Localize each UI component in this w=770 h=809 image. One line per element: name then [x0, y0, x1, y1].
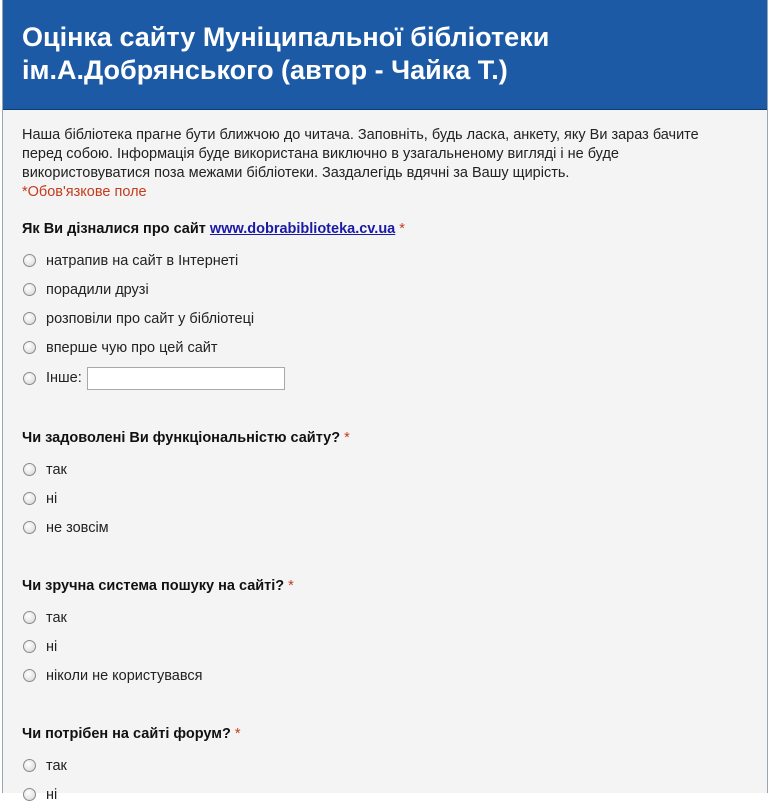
- radio-option[interactable]: [22, 603, 767, 632]
- radio-option[interactable]: [22, 632, 767, 661]
- radio-option[interactable]: [22, 246, 767, 275]
- radio-button[interactable]: [23, 463, 36, 476]
- question-title-text: Як Ви дізналися про сайт: [22, 221, 210, 237]
- required-star: *: [234, 726, 241, 742]
- required-star: *: [344, 430, 350, 446]
- form-description: Наша бібліотека прагне бути ближчою до читача. Заповніть, будь ласка, анкету, яку Ви зараз бачите перед собою. Інформація буде використана виключно в узагальненому вигляді і не буде використовуватися поза межами бібліотеки. Заздалегідь вдячні за Вашу щирість.: [22, 127, 699, 181]
- radio-button[interactable]: [23, 254, 36, 267]
- radio-option-other[interactable]: [22, 362, 767, 394]
- question-title-text: Чи зручна система пошуку на сайті?: [22, 578, 285, 594]
- question-title: [22, 428, 767, 448]
- question-title: [22, 576, 767, 596]
- radio-label[interactable]: так: [46, 461, 67, 478]
- radio-button[interactable]: [23, 759, 36, 772]
- radio-button[interactable]: [23, 312, 36, 325]
- question-title-text: Чи задоволені Ви функціональністю сайту?: [22, 430, 341, 446]
- required-star: *: [288, 578, 294, 594]
- radio-option[interactable]: [22, 484, 767, 513]
- radio-label[interactable]: натрапив на сайт в Інтернеті: [46, 252, 239, 269]
- radio-button[interactable]: [23, 611, 36, 624]
- radio-option[interactable]: [22, 304, 767, 333]
- radio-option[interactable]: [22, 513, 767, 542]
- required-field-note: *Обов'язкове поле: [22, 184, 147, 200]
- radio-option[interactable]: [22, 751, 767, 780]
- question-functionality: [22, 428, 767, 542]
- radio-label[interactable]: так: [46, 609, 67, 626]
- radio-option[interactable]: [22, 455, 767, 484]
- other-label[interactable]: Інше:: [46, 370, 82, 386]
- radio-label[interactable]: ні: [46, 490, 58, 507]
- form-header: [3, 0, 767, 110]
- radio-option[interactable]: [22, 661, 767, 690]
- radio-label[interactable]: ніколи не користувався: [46, 667, 203, 684]
- radio-button[interactable]: [23, 640, 36, 653]
- radio-label[interactable]: ні: [46, 638, 58, 655]
- radio-label[interactable]: порадили друзі: [46, 281, 149, 298]
- radio-label[interactable]: не зовсім: [46, 519, 109, 536]
- form-body: [3, 110, 767, 809]
- radio-option[interactable]: [22, 780, 767, 809]
- radio-button[interactable]: [23, 492, 36, 505]
- question-title: [22, 724, 767, 744]
- radio-label[interactable]: ні: [46, 786, 58, 803]
- radio-button[interactable]: [23, 341, 36, 354]
- site-link[interactable]: www.dobrabiblioteka.cv.ua: [209, 221, 396, 237]
- question-how-found-site: [22, 219, 767, 394]
- question-title: [22, 219, 767, 239]
- radio-label[interactable]: розповіли про сайт у бібліотеці: [46, 310, 255, 327]
- radio-button[interactable]: [23, 283, 36, 296]
- radio-button[interactable]: [23, 788, 36, 801]
- radio-button[interactable]: [23, 372, 36, 385]
- form-page: [2, 0, 768, 803]
- question-title-text: Чи потрібен на сайті форум?: [22, 726, 231, 742]
- radio-option[interactable]: [22, 333, 767, 362]
- radio-option[interactable]: [22, 275, 767, 304]
- radio-label[interactable]: вперше чую про цей сайт: [46, 339, 218, 356]
- question-forum-needed: [22, 724, 767, 809]
- other-text-input[interactable]: [87, 367, 285, 390]
- question-search-system: [22, 576, 767, 690]
- radio-button[interactable]: [23, 669, 36, 682]
- radio-label[interactable]: так: [46, 757, 67, 774]
- radio-button[interactable]: [23, 521, 36, 534]
- required-star: *: [399, 221, 405, 237]
- form-title: Оцінка сайту Муніципальної бібліотеки ім.А.Добрянського (автор - Чайка Т.): [22, 22, 550, 85]
